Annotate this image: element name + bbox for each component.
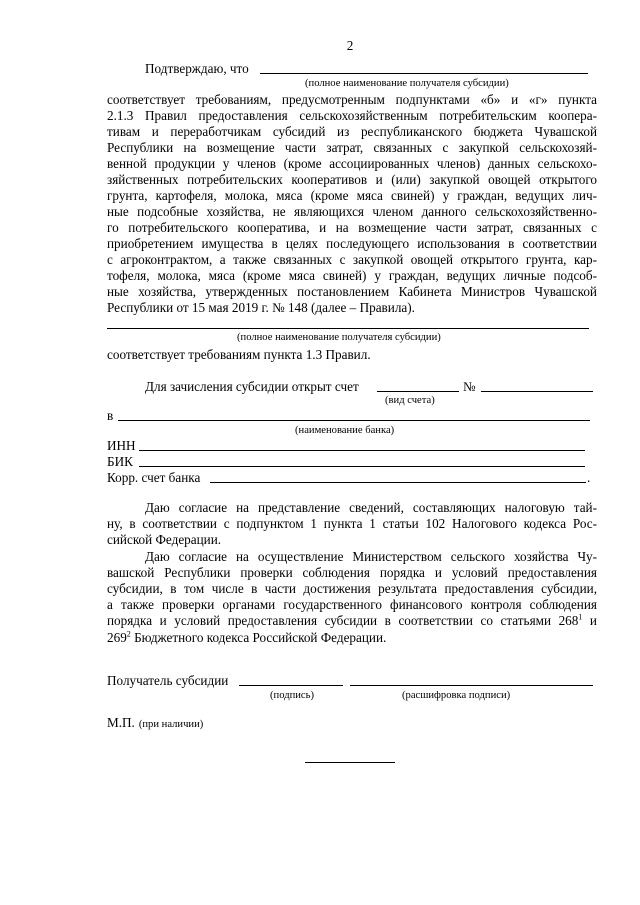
text-line: тивам и переработчикам субсидий из республиканского бюджета Чувашской (107, 124, 597, 139)
consent2-line-articles (107, 613, 597, 629)
consent2-text: порядка и условий предоставления субсидии в соответствии со статьями 268 (107, 613, 579, 628)
bik-line[interactable] (139, 466, 585, 467)
recipient-name-line-2[interactable] (107, 328, 589, 329)
consent1-line: Даю согласие на представление сведений, составляющих налоговую тай- (145, 500, 597, 515)
text-line: Республики на возмещение части затрат, связанных с закупкой сельскохозяй- (107, 140, 597, 155)
page-number: 2 (346, 38, 354, 53)
account-lead: Для зачисления субсидии открыт счет (145, 379, 359, 394)
recipient-name-line[interactable] (260, 73, 588, 74)
end-rule (305, 762, 395, 763)
number-sign: № (463, 379, 476, 394)
superscript: 1 (578, 612, 583, 622)
account-type-caption: (вид счета) (385, 395, 435, 406)
stamp-label: М.П. (107, 715, 135, 730)
consent2-line-final (107, 630, 597, 646)
stamp-block (107, 714, 203, 732)
corr-end: . (587, 470, 591, 485)
corr-account-line[interactable] (210, 482, 586, 483)
stamp-note: (при наличии) (138, 719, 204, 730)
superscript: 2 (126, 629, 131, 639)
text-line: го потребительского кооператива, и на возмещение части затрат, связанных с (107, 220, 597, 235)
consent2-line: вашской Республики проверки соблюдения порядка и условий предоставления (107, 565, 597, 580)
signature-label: Получатель субсидии (107, 673, 229, 688)
signature-line[interactable] (239, 685, 343, 686)
compliance-text: соответствует требованиям пункта 1.3 Правил. (107, 347, 371, 362)
text-line: ные подсобные хозяйства, не являющихся членом данного сельскохозяйственно- (107, 204, 597, 219)
consent2-line: а также проверки органами государственного финансового контроля соблюдения (107, 597, 597, 612)
inn-line[interactable] (139, 450, 585, 451)
bank-name-line[interactable] (118, 420, 590, 421)
text-line: 2.1.3 Правил предоставления сельскохозяйственным потребительским коопера- (107, 108, 597, 123)
text-line: зяйственных потребительских кооперативов и (или) закупкой овощей открытого (107, 172, 597, 187)
consent2-text: и (582, 613, 597, 628)
confirm-lead: Подтверждаю, что (145, 61, 249, 76)
bank-prefix: в (107, 408, 114, 423)
consent1-line: сийской Федерации. (107, 532, 222, 547)
consent2-line: субсидии, в том числе в части достижения результата предоставления субсидии, (107, 581, 597, 596)
text-line: грунта, картофеля, молока, мяса (кроме мяса свиней) у граждан, ведущих лич- (107, 188, 597, 203)
text-line: соответствует требованиям, предусмотренным подпунктами «б» и «г» пункта (107, 92, 597, 107)
signature-caption: (подпись) (270, 690, 314, 701)
text-line: венной продукции у членов (кроме ассоциированных членов) данных сельскохо- (107, 156, 597, 171)
bank-caption: (наименование банка) (295, 425, 395, 436)
account-number-line[interactable] (481, 391, 593, 392)
consent2-line: Даю согласие на осуществление Министерством сельского хозяйства Чу- (145, 549, 597, 564)
signature-decode-line[interactable] (350, 685, 593, 686)
consent2-text: 269 (107, 630, 127, 645)
text-line: с агроконтрактом, а также связанных с закупкой овощей открытого грунта, кар- (107, 252, 597, 267)
text-line: ные хозяйства, утвержденных постановлением Кабинета Министров Чувашской (107, 284, 597, 299)
recipient-caption-2: (полное наименование получателя субсидии) (237, 332, 441, 343)
account-type-line[interactable] (377, 391, 459, 392)
decode-caption: (расшифровка подписи) (402, 690, 511, 701)
consent2-text: Бюджетного кодекса Российской Федерации. (130, 630, 387, 645)
inn-label: ИНН (107, 438, 136, 453)
text-line: Республики от 15 мая 2019 г. № 148 (далее – Правила). (107, 300, 415, 315)
corr-label: Корр. счет банка (107, 470, 201, 485)
bik-label: БИК (107, 454, 133, 469)
text-line: приобретением имущества в целях последующего использования в соответствии (107, 236, 597, 251)
text-line: тофеля, молока, мяса (кроме мяса свиней) у граждан, ведущих личные подсоб- (107, 268, 597, 283)
consent1-line: ну, в соответствии с подпунктом 1 пункта 1 статьи 102 Налогового кодекса Рос- (107, 516, 597, 531)
recipient-caption: (полное наименование получателя субсидии) (305, 78, 509, 89)
